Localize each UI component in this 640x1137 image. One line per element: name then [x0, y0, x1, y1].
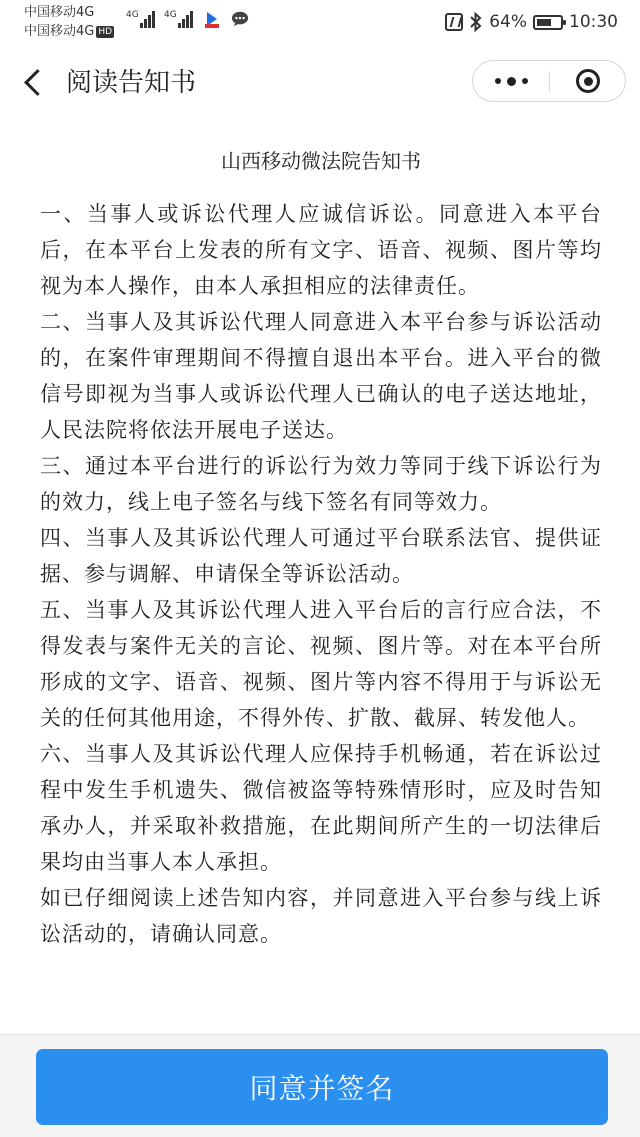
network-tag-2: 4G [164, 10, 177, 20]
clock: 10:30 [569, 12, 618, 32]
document-title: 山西移动微法院告知书 [221, 149, 421, 173]
page-title: 阅读告知书 [66, 68, 197, 98]
confirmation-prompt: 如已仔细阅读上述告知内容，并同意进入平台参与线上诉讼活动的，请确认同意。 [40, 886, 602, 946]
network-tag-1: 4G [126, 10, 139, 20]
more-options-icon[interactable] [473, 61, 549, 101]
back-arrow-icon[interactable] [18, 64, 48, 100]
bluetooth-icon [469, 12, 483, 32]
notice-paragraph-2: 二、当事人及其诉讼代理人同意进入本平台参与诉讼活动的，在案件审理期间不得擅自退出本平台。进入平台的微信号即视为当事人或诉讼代理人已确认的电子送达地址，人民法院将依法开展电子送达。 [40, 310, 602, 442]
notice-paragraph-4: 四、当事人及其诉讼代理人可通过平台联系法官、提供证据、参与调解、申请保全等诉讼活动。 [40, 526, 602, 586]
notice-paragraph-3: 三、通过本平台进行的诉讼行为效力等同于线下诉讼行为的效力，线上电子签名与线下签名有同等效力。 [40, 454, 602, 514]
close-mini-program-icon[interactable] [550, 61, 626, 101]
carrier-info [24, 3, 114, 41]
notice-paragraph-6: 六、当事人及其诉讼代理人应保持手机畅通，若在诉讼过程中发生手机遗失、微信被盗等特殊情形时，应及时告知承办人，并采取补救措施，在此期间所产生的一切法律后果均由当事人本人承担。 [40, 742, 602, 874]
bottom-action-bar [0, 1034, 640, 1137]
battery-percent: 64% [489, 12, 527, 32]
carrier-1: 中国移动4G [24, 5, 95, 20]
status-bar [0, 0, 640, 44]
notice-paragraph-1: 一、当事人或诉讼代理人应诚信诉讼。同意进入本平台后，在本平台上发表的所有文字、语音、视频、图片等均视为本人操作，由本人承担相应的法律责任。 [40, 202, 602, 298]
signal-2-icon [164, 10, 194, 28]
mini-program-capsule [472, 60, 626, 102]
agree-and-sign-button[interactable]: 同意并签名 [36, 1049, 608, 1125]
carrier-2: 中国移动4G [24, 24, 95, 39]
hd-badge: HD [98, 27, 113, 37]
signal-1-icon [126, 10, 156, 28]
status-right [439, 0, 618, 44]
chat-app-icon [231, 10, 249, 28]
notice-paragraph-5: 五、当事人及其诉讼代理人进入平台后的言行应合法，不得发表与案件无关的言论、视频、图片等。对在本平台所形成的文字、语音、视频、图片等内容不得用于与诉讼无关的任何其他用途，不得外传、扩散、截屏、转发他人。 [40, 598, 602, 730]
battery-icon [533, 15, 563, 30]
video-app-icon [203, 10, 221, 28]
carrier-2-row [24, 22, 114, 41]
notice-document [40, 143, 602, 952]
navigation-bar [0, 44, 640, 120]
nfc-icon [445, 13, 463, 31]
